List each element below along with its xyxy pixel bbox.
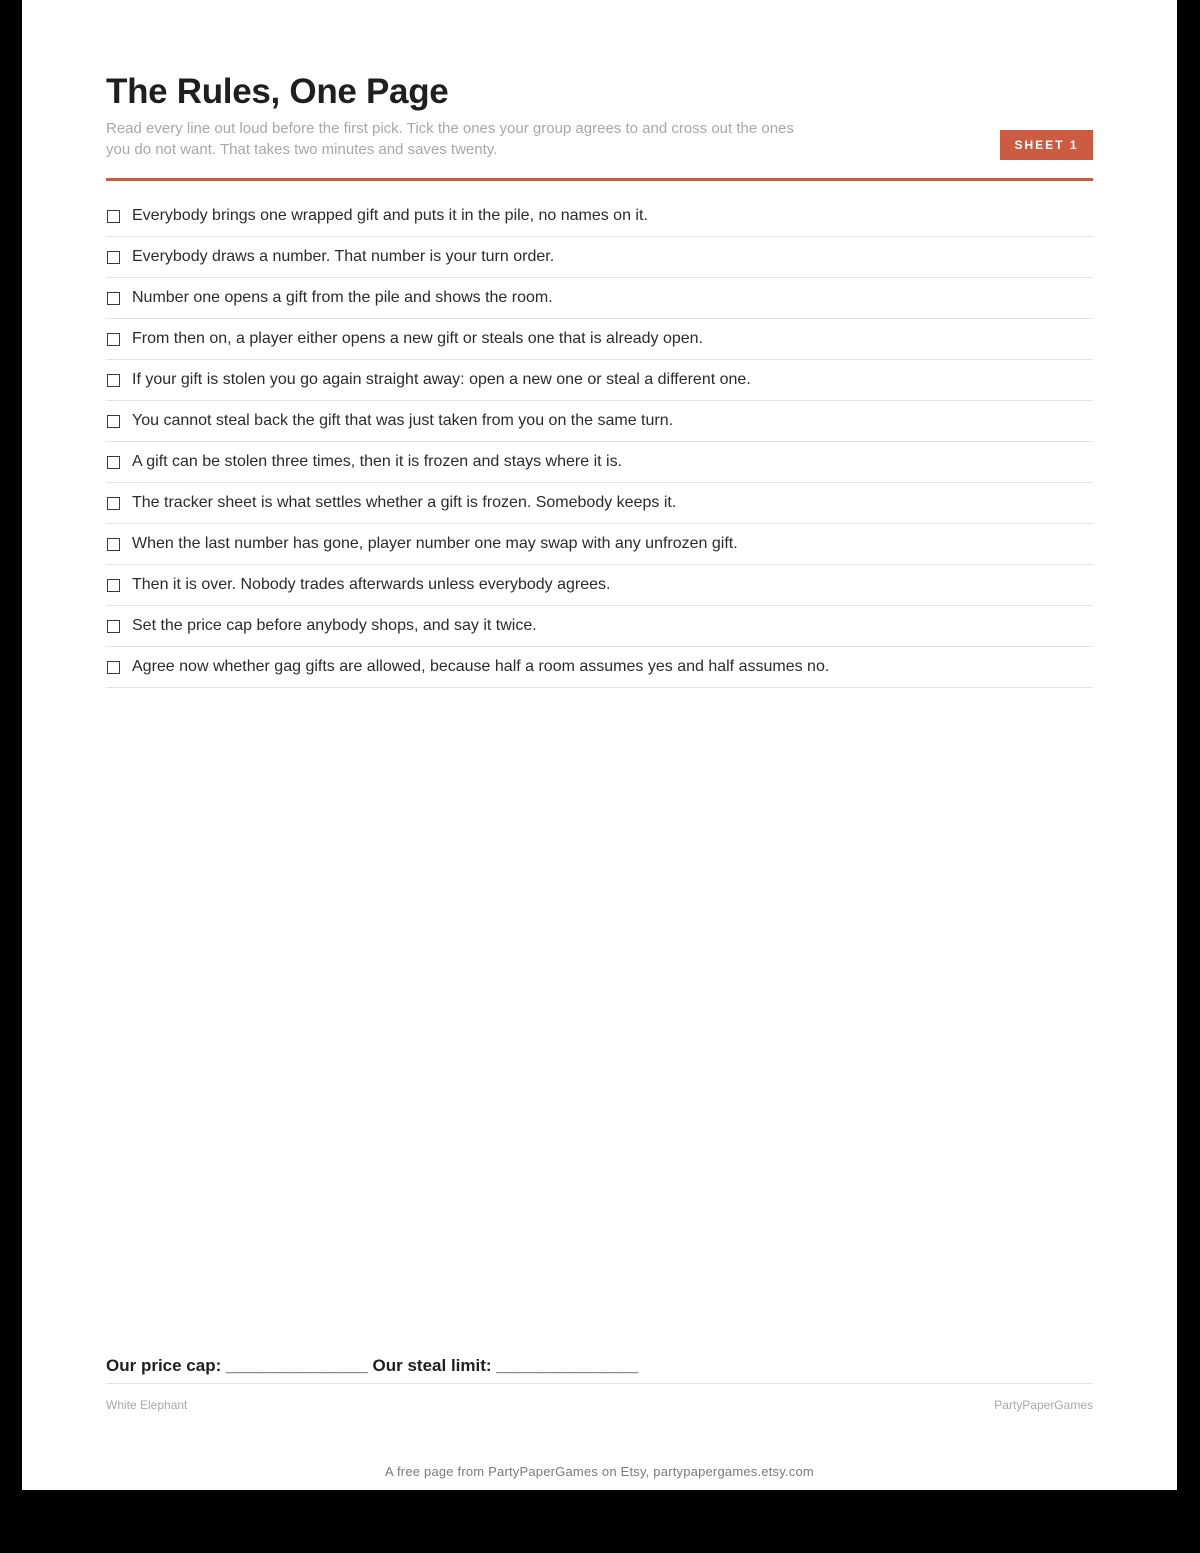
rule-item — [106, 319, 1093, 360]
price-cap-steal-limit-fields[interactable]: Our price cap: _______________ Our steal limit: _______________ — [106, 1356, 639, 1375]
checkbox-icon[interactable] — [107, 333, 120, 346]
rules-list — [106, 196, 1093, 688]
footer-brand: PartyPaperGames — [994, 1398, 1093, 1412]
checkbox-icon[interactable] — [107, 251, 120, 264]
rule-item — [106, 278, 1093, 319]
rule-item — [106, 360, 1093, 401]
rule-text: From then on, a player either opens a new gift or steals one that is already open. — [132, 330, 703, 347]
footer-divider — [106, 1383, 1093, 1384]
rule-text: Agree now whether gag gifts are allowed, because half a room assumes yes and half assumes no. — [132, 658, 830, 675]
checkbox-icon[interactable] — [107, 374, 120, 387]
page-subtitle: Read every line out loud before the first pick. Tick the ones your group agrees to and cross out the ones you do not want. That takes two minutes and saves twenty. — [106, 120, 794, 158]
rule-item — [106, 401, 1093, 442]
checkbox-icon[interactable] — [107, 579, 120, 592]
rule-item — [106, 483, 1093, 524]
checkbox-icon[interactable] — [107, 415, 120, 428]
checkbox-icon[interactable] — [107, 292, 120, 305]
checkbox-icon[interactable] — [107, 661, 120, 674]
rule-text: Then it is over. Nobody trades afterwards unless everybody agrees. — [132, 576, 611, 593]
rule-item — [106, 606, 1093, 647]
rule-item — [106, 647, 1093, 688]
header-divider — [106, 178, 1093, 181]
rule-item — [106, 196, 1093, 237]
checkbox-icon[interactable] — [107, 538, 120, 551]
rule-text: If your gift is stolen you go again straight away: open a new one or steal a different one. — [132, 371, 751, 388]
checkbox-icon[interactable] — [107, 210, 120, 223]
rule-text: When the last number has gone, player number one may swap with any unfrozen gift. — [132, 535, 738, 552]
rule-text: A gift can be stolen three times, then it is frozen and stays where it is. — [132, 453, 623, 470]
rule-text: The tracker sheet is what settles whether a gift is frozen. Somebody keeps it. — [132, 494, 677, 511]
rule-text: Everybody draws a number. That number is your turn order. — [132, 248, 555, 265]
checkbox-icon[interactable] — [107, 620, 120, 633]
sheet-page — [22, 0, 1177, 1490]
rule-text: Set the price cap before anybody shops, and say it twice. — [132, 617, 537, 634]
rule-item — [106, 442, 1093, 483]
rule-text: Everybody brings one wrapped gift and puts it in the pile, no names on it. — [132, 207, 648, 224]
page-title: The Rules, One Page — [106, 72, 449, 111]
rule-item — [106, 565, 1093, 606]
rule-item — [106, 524, 1093, 565]
rule-text: You cannot steal back the gift that was just taken from you on the same turn. — [132, 412, 674, 429]
footer-game-name: White Elephant — [106, 1398, 188, 1412]
sheet-badge: SHEET 1 — [1000, 130, 1093, 160]
rule-text: Number one opens a gift from the pile and shows the room. — [132, 289, 553, 306]
checkbox-icon[interactable] — [107, 497, 120, 510]
checkbox-icon[interactable] — [107, 456, 120, 469]
credit-line: A free page from PartyPaperGames on Etsy, partypapergames.etsy.com — [385, 1464, 814, 1479]
rule-item — [106, 237, 1093, 278]
